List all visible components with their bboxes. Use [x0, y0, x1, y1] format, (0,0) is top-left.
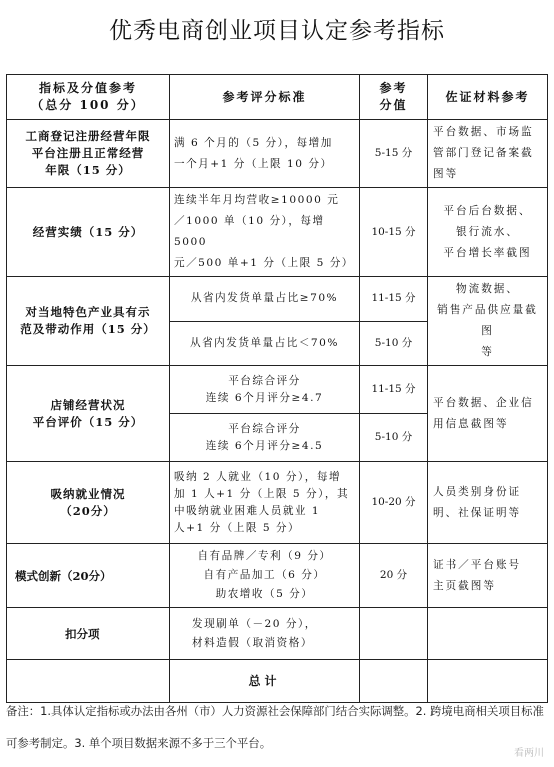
materials-line: 证书／平台账号 — [433, 558, 522, 571]
criteria-line: 元／500 单+1 分（上限 5 分） — [174, 257, 354, 269]
footnote: 备注：1.具体认定指标或办法由各州（市）人力资源社会保障部门结合实际调整。2. 跨境电商相关项目标准可参考制定。3. 单个项目数据来源不多于三个平台。 — [6, 704, 544, 750]
table-row — [7, 277, 548, 322]
header-score-line1: 参考 — [379, 81, 408, 95]
materials-line: 明、社保证明等 — [433, 506, 522, 519]
materials-line: 物流数据、 — [456, 283, 519, 295]
indicator-line: 吸纳就业情况 — [50, 486, 126, 501]
materials-cell — [428, 277, 548, 366]
criteria-line: 满 6 个月的（5 分），每增加 — [174, 136, 333, 149]
header-score-line2: 分值 — [379, 98, 408, 112]
criteria-line: 平台综合评分 — [228, 374, 301, 387]
materials-line: 等 — [481, 346, 494, 358]
materials-line: 图等 — [433, 168, 459, 180]
total-label: 总计 — [170, 660, 360, 703]
materials-line: 平台增长率截图 — [443, 246, 532, 259]
table-row — [7, 544, 548, 608]
materials-line: 销售产品供应量截图 — [437, 304, 538, 337]
materials-line: 平台后台数据、 — [443, 204, 532, 217]
header-criteria: 参考评分标准 — [170, 75, 360, 120]
indicator-cell: 经营实绩（15 分） — [7, 188, 170, 277]
criteria-line: 平台综合评分 — [228, 422, 301, 435]
table-row — [7, 608, 548, 660]
indicator-cell — [7, 120, 170, 188]
indicator-line: 对当地特色产业具有示 — [25, 305, 151, 319]
criteria-cell: 从省内发货单量占比≥70% — [170, 277, 360, 322]
header-score — [360, 75, 428, 120]
criteria-cell — [170, 462, 360, 544]
header-materials: 佐证材料参考 — [428, 75, 548, 120]
indicator-cell: 模式创新（20分） — [7, 544, 170, 608]
materials-line: 银行流水、 — [456, 225, 519, 238]
score-cell: 5-10 分 — [360, 414, 428, 462]
criteria-line: 连续 6个月评分≥4.7 — [205, 391, 324, 404]
materials-cell — [428, 366, 548, 462]
watermark: 看两川 — [514, 748, 544, 759]
criteria-cell — [170, 608, 360, 660]
indicator-line: 平台注册且正常经营 — [31, 146, 145, 160]
materials-line: 用信息截图等 — [433, 417, 509, 430]
score-cell: 10-15 分 — [360, 188, 428, 277]
indicator-line: 店铺经营状况 — [50, 397, 126, 412]
criteria-line: 中吸纳就业困难人员就业 1 — [174, 504, 321, 517]
criteria-line: 一个月+1 分（上限 10 分） — [174, 157, 333, 170]
materials-line: 平台数据、企业信 — [433, 396, 534, 409]
score-cell — [360, 608, 428, 660]
table-row — [7, 462, 548, 544]
indicator-cell — [7, 277, 170, 366]
score-cell: 10-20 分 — [360, 462, 428, 544]
score-cell: 5-15 分 — [360, 120, 428, 188]
criteria-line: 连续 6个月评分≥4.5 — [205, 439, 324, 452]
table-row — [7, 188, 548, 277]
criteria-cell — [170, 120, 360, 188]
criteria-cell — [170, 188, 360, 277]
indicator-line: 范及带动作用（15 分） — [20, 322, 156, 336]
materials-cell — [428, 188, 548, 277]
criteria-line: 吸纳 2 人就业（10 分），每增 — [174, 470, 342, 483]
indicator-line: 年限（15 分） — [45, 163, 131, 177]
criteria-line: 自有品牌／专利（9 分） — [197, 550, 332, 562]
table-header-row — [7, 75, 548, 120]
score-cell: 5-10 分 — [360, 321, 428, 366]
criteria-line: 发现刷单（－20 分）， — [192, 617, 317, 630]
header-indicator-line1: 指标及分值参考 — [38, 81, 137, 95]
criteria-cell — [170, 544, 360, 608]
criteria-line: 助农增收（5 分） — [215, 588, 314, 600]
criteria-line: 加 1 人+1 分（上限 5 分），其 — [174, 487, 350, 500]
page-title: 优秀电商创业项目认定参考指标 — [109, 18, 445, 44]
materials-cell — [428, 544, 548, 608]
criteria-line: 人+1 分（上限 5 分） — [174, 521, 301, 534]
header-indicator — [7, 75, 170, 120]
indicator-cell — [7, 462, 170, 544]
score-cell: 20 分 — [360, 544, 428, 608]
indicator-table — [6, 74, 548, 703]
score-cell: 11-15 分 — [360, 277, 428, 322]
criteria-cell — [170, 366, 360, 414]
criteria-cell — [170, 414, 360, 462]
table-row — [7, 366, 548, 414]
indicator-line: （20分） — [60, 503, 116, 518]
criteria-cell: 从省内发货单量占比＜70% — [170, 321, 360, 366]
materials-line: 管部门登记备案截 — [433, 147, 534, 159]
materials-cell — [428, 462, 548, 544]
indicator-cell: 扣分项 — [7, 608, 170, 660]
score-cell: 11-15 分 — [360, 366, 428, 414]
materials-line: 平台数据、市场监 — [433, 126, 534, 138]
indicator-line: 平台评价（15 分） — [32, 414, 144, 429]
criteria-line: 连续半年月均营收≥10000 元 — [174, 194, 340, 206]
materials-line: 人员类别身份证 — [433, 485, 522, 498]
indicator-cell — [7, 366, 170, 462]
criteria-line: 材料造假（取消资格） — [192, 636, 313, 649]
materials-cell — [428, 608, 548, 660]
header-indicator-line2: （总分 100 分） — [31, 98, 145, 112]
materials-cell — [428, 120, 548, 188]
criteria-line: ／1000 单（10 分），每增 5000 — [174, 215, 325, 248]
indicator-line: 工商登记注册经营年限 — [25, 129, 151, 143]
criteria-line: 自有产品加工（6 分） — [203, 569, 326, 581]
materials-line: 主页截图等 — [433, 579, 496, 592]
table-row — [7, 120, 548, 188]
